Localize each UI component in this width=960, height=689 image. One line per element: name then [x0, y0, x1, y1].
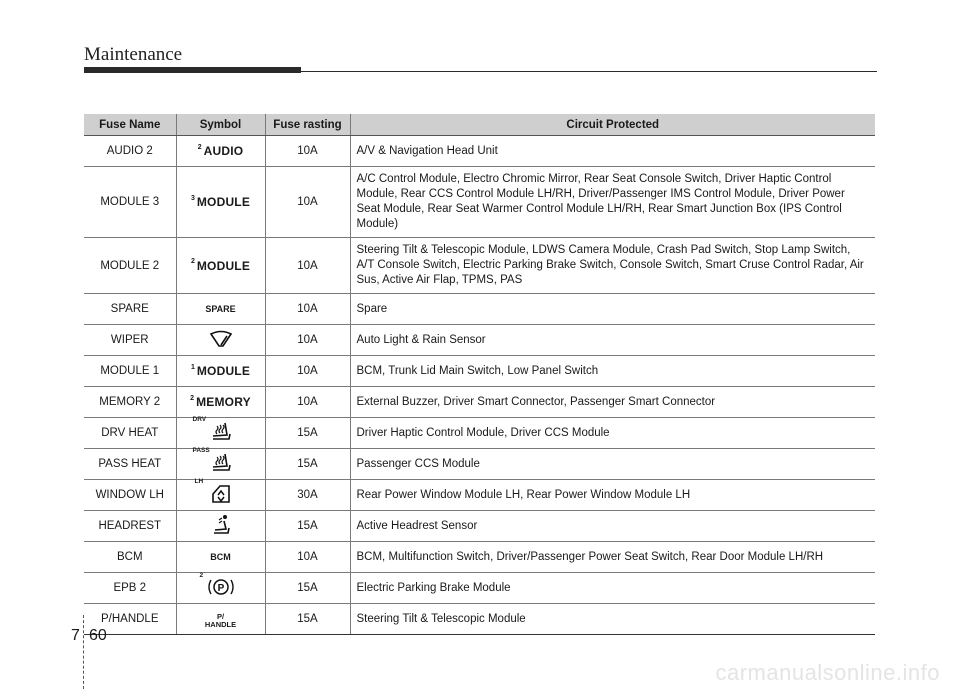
svg-text:P: P	[217, 582, 224, 594]
fuse-name: EPB 2	[84, 573, 176, 604]
circuit-protected: Electric Parking Brake Module	[350, 573, 875, 604]
fuse-rating: 15A	[265, 604, 350, 635]
icon-tag: PASS	[192, 446, 210, 454]
symbol-label: SPARE	[205, 304, 236, 314]
table-header-row	[84, 114, 875, 136]
fuse-symbol	[176, 604, 265, 635]
footer-divider	[83, 615, 84, 689]
circuit-protected: Rear Power Window Module LH, Rear Power Window Module LH	[350, 480, 875, 511]
fuse-symbol	[176, 167, 265, 238]
fuse-rating: 15A	[265, 449, 350, 480]
table-row	[84, 542, 875, 573]
fuse-rating: 15A	[265, 418, 350, 449]
fuse-rating: 10A	[265, 238, 350, 294]
power-window-icon	[194, 477, 231, 504]
fuse-name: HEADREST	[84, 511, 176, 542]
fuse-rating: 10A	[265, 167, 350, 238]
symbol-label: MODULE	[196, 258, 251, 273]
table-row	[84, 325, 875, 356]
circuit-protected: BCM, Trunk Lid Main Switch, Low Panel Switch	[350, 356, 875, 387]
seat-heater-icon	[192, 446, 233, 473]
fuse-name: MODULE 1	[84, 356, 176, 387]
circuit-protected: A/V & Navigation Head Unit	[350, 136, 875, 167]
table-row	[84, 294, 875, 325]
fuse-name: DRV HEAT	[84, 418, 176, 449]
fuse-name: MEMORY 2	[84, 387, 176, 418]
fuse-symbol	[176, 542, 265, 573]
symbol-superscript: 3	[190, 194, 195, 202]
watermark: carmanualsonline.info	[715, 660, 940, 685]
column-header-symbol: Symbol	[176, 114, 265, 136]
fuse-rating: 10A	[265, 542, 350, 573]
table-row	[84, 604, 875, 635]
fuse-rating: 15A	[265, 573, 350, 604]
parking-brake-icon	[199, 571, 234, 597]
fuse-symbol	[176, 294, 265, 325]
circuit-protected: BCM, Multifunction Switch, Driver/Passenger Power Seat Switch, Rear Door Module LH/RH	[350, 542, 875, 573]
fuse-rating: 10A	[265, 325, 350, 356]
symbol-label: BCM	[210, 552, 231, 562]
circuit-protected: Passenger CCS Module	[350, 449, 875, 480]
fuse-symbol	[176, 573, 265, 604]
page-header-title: Maintenance	[84, 44, 183, 65]
symbol-label: MODULE	[196, 364, 251, 379]
column-header-fuse-name: Fuse Name	[84, 114, 176, 136]
fuse-rating: 10A	[265, 356, 350, 387]
fuse-symbol	[176, 238, 265, 294]
fuse-name: AUDIO 2	[84, 136, 176, 167]
fuse-symbol	[176, 325, 265, 356]
fuse-name: SPARE	[84, 294, 176, 325]
table-row	[84, 449, 875, 480]
wiper-icon	[209, 330, 233, 348]
fuse-rating: 10A	[265, 136, 350, 167]
fuse-name: WINDOW LH	[84, 480, 176, 511]
table-row	[84, 167, 875, 238]
icon-tag: DRV	[192, 415, 207, 423]
fuse-symbol	[176, 136, 265, 167]
symbol-label: MODULE	[196, 195, 251, 210]
fuse-symbol	[176, 387, 265, 418]
symbol-line-1: P/	[216, 611, 225, 621]
circuit-protected: A/C Control Module, Electro Chromic Mirror, Rear Seat Console Switch, Driver Haptic Control Module, Rear CCS Control Module LH/RH, Driver/Passenger IMS Control Module, Driver Power Seat Module, Rear Seat Warmer Control Module LH/RH, Rear Smart Junction Box (IPS Control Module)	[350, 167, 875, 238]
icon-tag: 2	[199, 571, 204, 579]
fuse-name: P/HANDLE	[84, 604, 176, 635]
fuse-rating: 10A	[265, 387, 350, 418]
seat-heater-icon	[192, 415, 233, 442]
fuse-symbol	[176, 511, 265, 542]
fuse-name: MODULE 3	[84, 167, 176, 238]
circuit-protected: Auto Light & Rain Sensor	[350, 325, 875, 356]
table-row	[84, 387, 875, 418]
circuit-protected: External Buzzer, Driver Smart Connector, Passenger Smart Connector	[350, 387, 875, 418]
fuse-table	[84, 114, 875, 635]
table-row	[84, 511, 875, 542]
fuse-symbol	[176, 356, 265, 387]
symbol-superscript: 2	[190, 394, 195, 402]
page-number: 60	[89, 627, 107, 644]
fuse-rating: 30A	[265, 480, 350, 511]
fuse-rating: 15A	[265, 511, 350, 542]
fuse-name: MODULE 2	[84, 238, 176, 294]
circuit-protected: Steering Tilt & Telescopic Module, LDWS Camera Module, Crash Pad Switch, Stop Lamp Switch, A/T Console Switch, Electric Parking Brake Switch, Console Switch, Smart Cruse Control Radar, Air Sus, Active Air Flap, TPMS, PAS	[350, 238, 875, 294]
table-row	[84, 356, 875, 387]
fuse-name: WIPER	[84, 325, 176, 356]
symbol-superscript: 2	[190, 258, 195, 266]
table-row	[84, 418, 875, 449]
fuse-name: BCM	[84, 542, 176, 573]
symbol-label: MEMORY	[196, 395, 251, 410]
circuit-protected: Steering Tilt & Telescopic Module	[350, 604, 875, 635]
page-chapter-number: 7	[71, 627, 80, 644]
header-rule-thick	[84, 67, 301, 73]
icon-tag: LH	[194, 477, 204, 485]
fuse-symbol	[176, 477, 265, 511]
symbol-line-2: HANDLE	[204, 619, 237, 629]
symbol-label: AUDIO	[203, 144, 244, 159]
fuse-symbol	[176, 415, 265, 449]
fuse-rating: 10A	[265, 294, 350, 325]
circuit-protected: Active Headrest Sensor	[350, 511, 875, 542]
headrest-icon	[210, 514, 232, 536]
table-row	[84, 136, 875, 167]
header-rule-thin	[301, 71, 877, 72]
column-header-fuse-rating: Fuse rasting	[265, 114, 350, 136]
symbol-superscript: 1	[190, 363, 195, 371]
column-header-circuit-protected: Circuit Protected	[350, 114, 875, 136]
circuit-protected: Spare	[350, 294, 875, 325]
fuse-symbol	[176, 446, 265, 480]
fuse-name: PASS HEAT	[84, 449, 176, 480]
symbol-superscript: 2	[197, 143, 202, 151]
circuit-protected: Driver Haptic Control Module, Driver CCS Module	[350, 418, 875, 449]
table-row	[84, 238, 875, 294]
table-row	[84, 480, 875, 511]
table-row	[84, 573, 875, 604]
